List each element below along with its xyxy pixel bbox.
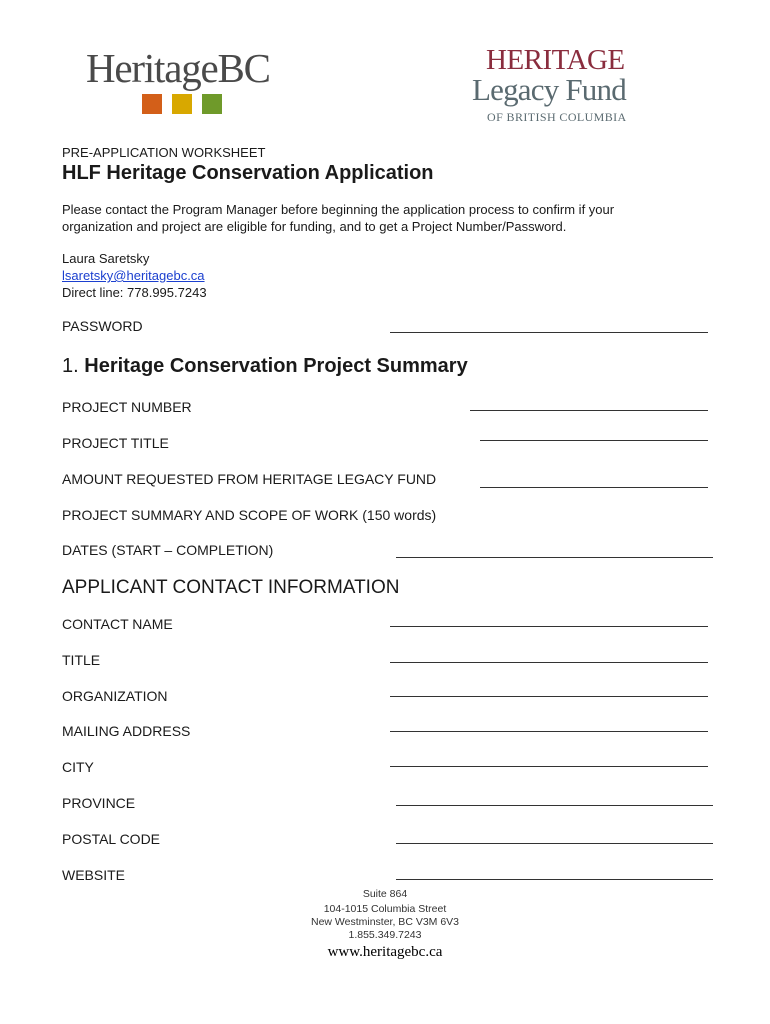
dates-label: DATES (START – COMPLETION) <box>62 542 274 558</box>
hlf-logo-heritage: HERITAGE <box>486 44 625 76</box>
province-label: PROVINCE <box>62 795 136 811</box>
contact-name: Laura Saretsky <box>62 251 150 266</box>
page-title: HLF Heritage Conservation Application <box>62 162 434 184</box>
project-number-field[interactable] <box>470 410 708 411</box>
footer-website-link[interactable]: www.heritagebc.ca <box>327 944 443 960</box>
project-number-label: PROJECT NUMBER <box>62 399 192 415</box>
footer-city: New Westminster, BC V3M 6V3 <box>310 916 460 928</box>
postal-code-field[interactable] <box>396 843 713 844</box>
hlf-logo-bc: OF BRITISH COLUMBIA <box>487 110 627 124</box>
logo-square-orange <box>142 94 162 114</box>
city-field[interactable] <box>390 766 708 767</box>
footer-phone: 1.855.349.7243 <box>348 929 422 941</box>
section1-heading <box>62 355 468 378</box>
logo-square-green <box>202 94 222 114</box>
intro-line-2: organization and project are eligible for funding, and to get a Project Number/Password. <box>62 219 567 234</box>
section1-title: Heritage Conservation Project Summary <box>84 355 468 377</box>
intro-line-1: Please contact the Program Manager before beginning the application process to confirm if your <box>62 202 615 217</box>
title-field[interactable] <box>390 662 708 663</box>
hlf-logo-legacy-fund: Legacy Fund <box>472 72 626 107</box>
organization-field[interactable] <box>390 696 708 697</box>
footer-street: 104-1015 Columbia Street <box>323 903 447 915</box>
password-field[interactable] <box>390 332 708 333</box>
organization-label: ORGANIZATION <box>62 688 168 704</box>
mailing-address-field[interactable] <box>390 731 708 732</box>
contact-email-link[interactable]: lsaretsky@heritagebc.ca <box>62 268 205 283</box>
contact-name-field[interactable] <box>390 626 708 627</box>
postal-code-label: POSTAL CODE <box>62 831 161 847</box>
province-field[interactable] <box>396 805 713 806</box>
heritagebc-logo: HeritageBC <box>86 45 270 91</box>
website-field[interactable] <box>396 879 713 880</box>
project-title-label: PROJECT TITLE <box>62 435 169 451</box>
website-label: WEBSITE <box>62 867 126 883</box>
contact-name-label: CONTACT NAME <box>62 616 173 632</box>
footer-suite: Suite 864 <box>362 888 408 900</box>
password-label: PASSWORD <box>62 318 143 334</box>
worksheet-label: PRE-APPLICATION WORKSHEET <box>62 145 266 160</box>
applicant-section-heading: APPLICANT CONTACT INFORMATION <box>62 577 400 598</box>
contact-phone: Direct line: 778.995.7243 <box>62 285 207 300</box>
project-title-field[interactable] <box>480 440 708 441</box>
city-label: CITY <box>62 759 94 775</box>
dates-field[interactable] <box>396 557 713 558</box>
title-label: TITLE <box>62 652 101 668</box>
amount-requested-label: AMOUNT REQUESTED FROM HERITAGE LEGACY FUND <box>62 471 437 487</box>
amount-requested-field[interactable] <box>480 487 708 488</box>
project-summary-label: PROJECT SUMMARY AND SCOPE OF WORK (150 words) <box>62 507 437 523</box>
logo-square-yellow <box>172 94 192 114</box>
mailing-address-label: MAILING ADDRESS <box>62 723 191 739</box>
section1-number: 1. <box>62 355 79 377</box>
